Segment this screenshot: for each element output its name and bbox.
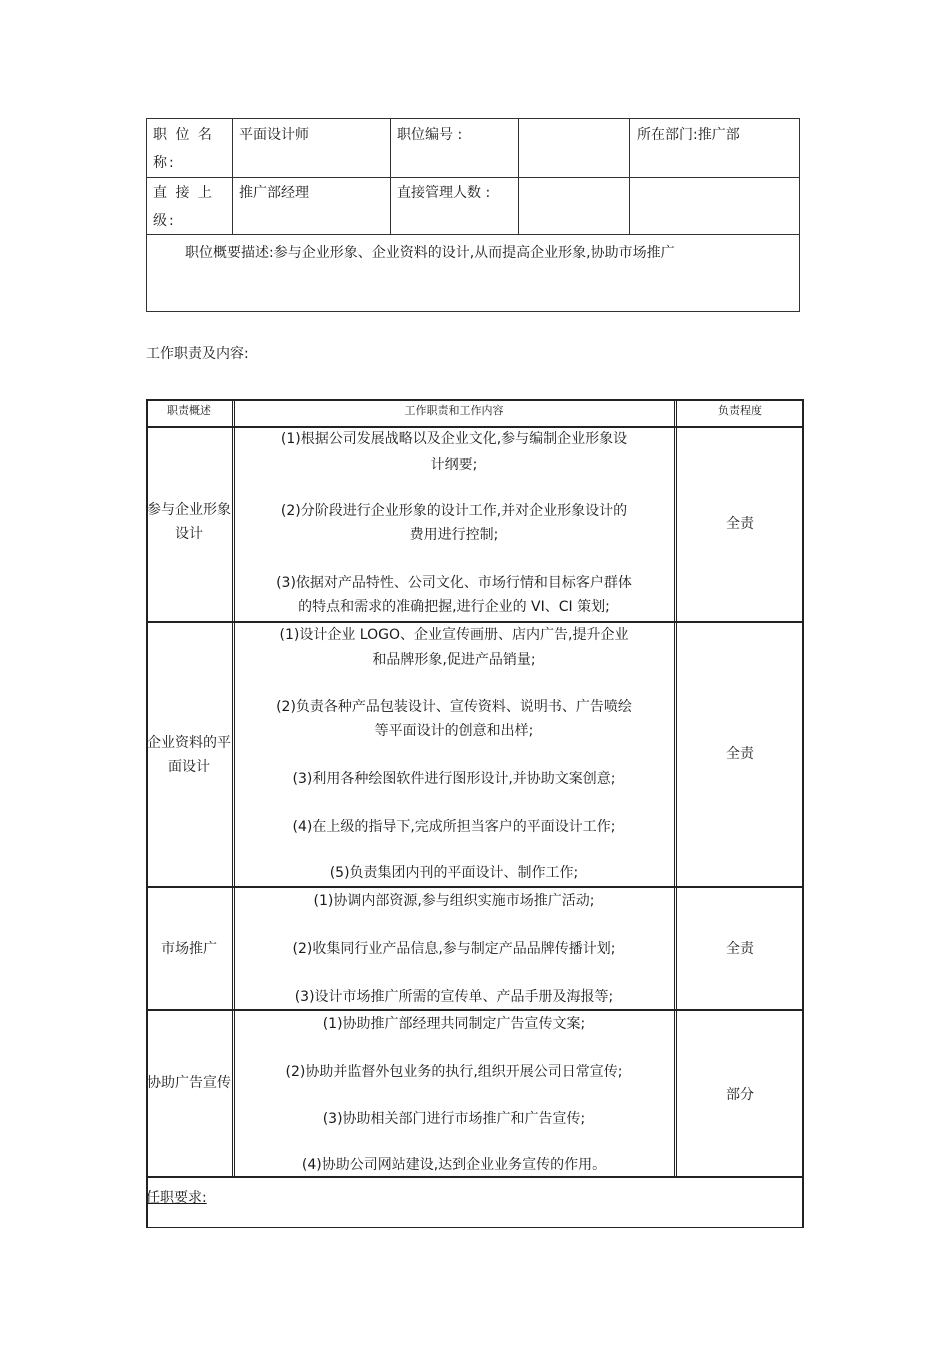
position-name-value: 平面设计师	[239, 127, 309, 143]
duty-item: (4)协助公司网站建设,达到企业业务宣传的作用。	[301, 1157, 607, 1173]
row-degree: 部分	[726, 1087, 754, 1103]
row-overview: 企业资料的平面设计	[147, 735, 231, 775]
table-rule	[146, 1009, 804, 1011]
table-rule	[146, 886, 804, 888]
duty-item: 计纲要;	[430, 457, 478, 473]
superior-value: 推广部经理	[239, 185, 309, 201]
duty-item: (4)在上级的指导下,完成所担当客户的平面设计工作;	[292, 819, 616, 835]
table-rule	[146, 1227, 804, 1228]
duty-item: 的特点和需求的准确把握,进行企业的 VI、CI 策划;	[298, 599, 610, 615]
position-name-label: 职 位 名 称:	[153, 127, 214, 171]
duty-item: (2)协助并监督外包业务的执行,组织开展公司日常宣传;	[285, 1064, 623, 1080]
duty-item: (2)分阶段进行企业形象的设计工作,并对企业形象设计的	[280, 503, 628, 519]
duty-item: (1)设计企业 LOGO、企业宣传画册、店内广告,提升企业	[279, 627, 629, 643]
managed-count-label: 直接管理人数 :	[397, 185, 491, 201]
superior-label: 直 接 上 级:	[153, 185, 214, 229]
header-overview: 职责概述	[167, 404, 211, 417]
row-overview: 协助广告宣传	[147, 1075, 231, 1091]
duty-item: (5)负责集团内刊的平面设计、制作工作;	[329, 865, 579, 881]
row-overview: 市场推广	[161, 941, 217, 957]
duty-item: 等平面设计的创意和出样;	[374, 723, 534, 739]
header-degree: 负责程度	[718, 404, 762, 417]
position-info-table	[146, 118, 800, 312]
table-rule	[674, 399, 675, 1178]
duty-table	[146, 399, 804, 1229]
divider	[147, 234, 799, 235]
row-degree: 全责	[726, 746, 754, 762]
requirements-label: 任职要求:	[146, 1190, 207, 1206]
duty-item: (1)协助推广部经理共同制定广告宣传文案;	[322, 1016, 586, 1032]
row-degree: 全责	[726, 516, 754, 532]
section-title: 工作职责及内容:	[146, 346, 249, 362]
duty-item: (1)根据公司发展战略以及企业文化,参与编制企业形象设	[280, 431, 628, 447]
divider	[147, 177, 799, 178]
row-overview: 参与企业形象设计	[147, 502, 231, 542]
duty-item: (2)负责各种产品包装设计、宣传资料、说明书、广告喷绘	[276, 699, 632, 715]
header-content: 工作职责和工作内容	[404, 404, 504, 417]
table-rule	[232, 399, 233, 1178]
duty-item: (3)依据对产品特性、公司文化、市场行情和目标客户群体	[276, 575, 632, 591]
position-summary: 职位概要描述:参与企业形象、企业资料的设计,从而提高企业形象,协助市场推广	[185, 245, 675, 261]
duty-item: (3)协助相关部门进行市场推广和广告宣传;	[322, 1111, 586, 1127]
position-code-label: 职位编号 :	[397, 127, 463, 143]
duty-item: (2)收集同行业产品信息,参与制定产品品牌传播计划;	[292, 941, 616, 957]
duty-item: 费用进行控制;	[409, 527, 499, 543]
department-label: 所在部门:推广部	[637, 127, 740, 143]
duty-item: (1)协调内部资源,参与组织实施市场推广活动;	[313, 893, 595, 909]
duty-item: (3)利用各种绘图软件进行图形设计,并协助文案创意;	[292, 771, 616, 787]
duty-item: (3)设计市场推广所需的宣传单、产品手册及海报等;	[294, 989, 614, 1005]
duty-item: 和品牌形象,促进产品销量;	[372, 652, 536, 668]
row-degree: 全责	[726, 941, 754, 957]
